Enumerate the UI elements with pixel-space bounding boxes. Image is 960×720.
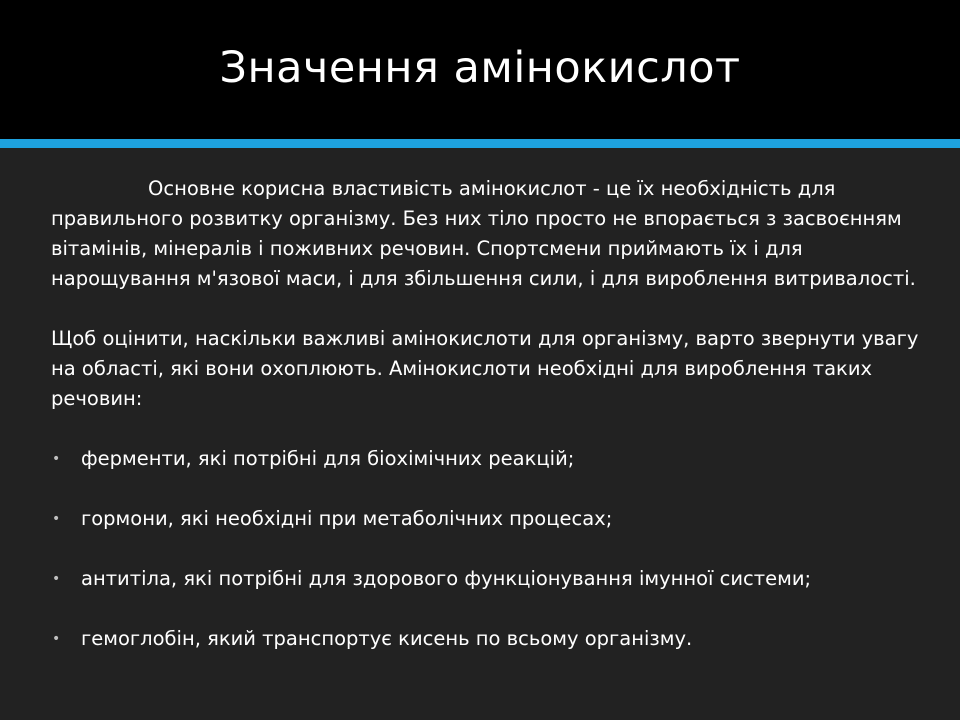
list-item-text: гормони, які необхідні при метаболічних процесах; [81,507,613,530]
accent-divider [0,139,960,148]
list-item-text: ферменти, які потрібні для біохімічних реакцій; [81,447,575,470]
list-item-text: гемоглобін, який транспортує кисень по всьому організму. [81,627,693,650]
intro-paragraph: Основне корисна властивість амінокислот - це їх необхідність для правильного розвитку організму. Без них тіло просто не впорається з засвоєнням вітамінів, мінералів і поживних речовин. Спортсмени приймають їх і для нарощування м'язової маси, і для збільшення сили, і для вироблення витривалості. [51,177,916,290]
list-item [51,564,921,594]
slide-content [51,174,921,654]
bullet-icon: • [52,451,61,467]
list-item [51,624,921,654]
bullet-list [51,444,921,654]
bullet-icon: • [52,511,61,527]
title-bar [0,0,960,139]
second-paragraph: Щоб оцінити, наскільки важливі амінокислоти для організму, варто звернути увагу на області, які вони охоплюють. Амінокислоти необхідні для вироблення таких речовин: [51,327,919,410]
list-item-text: антитіла, які потрібні для здорового функціонування імунної системи; [81,567,812,590]
slide-title: Значення амінокислот [219,43,741,93]
list-item [51,444,921,474]
bullet-icon: • [52,571,61,587]
list-item [51,504,921,534]
bullet-icon: • [52,631,61,647]
